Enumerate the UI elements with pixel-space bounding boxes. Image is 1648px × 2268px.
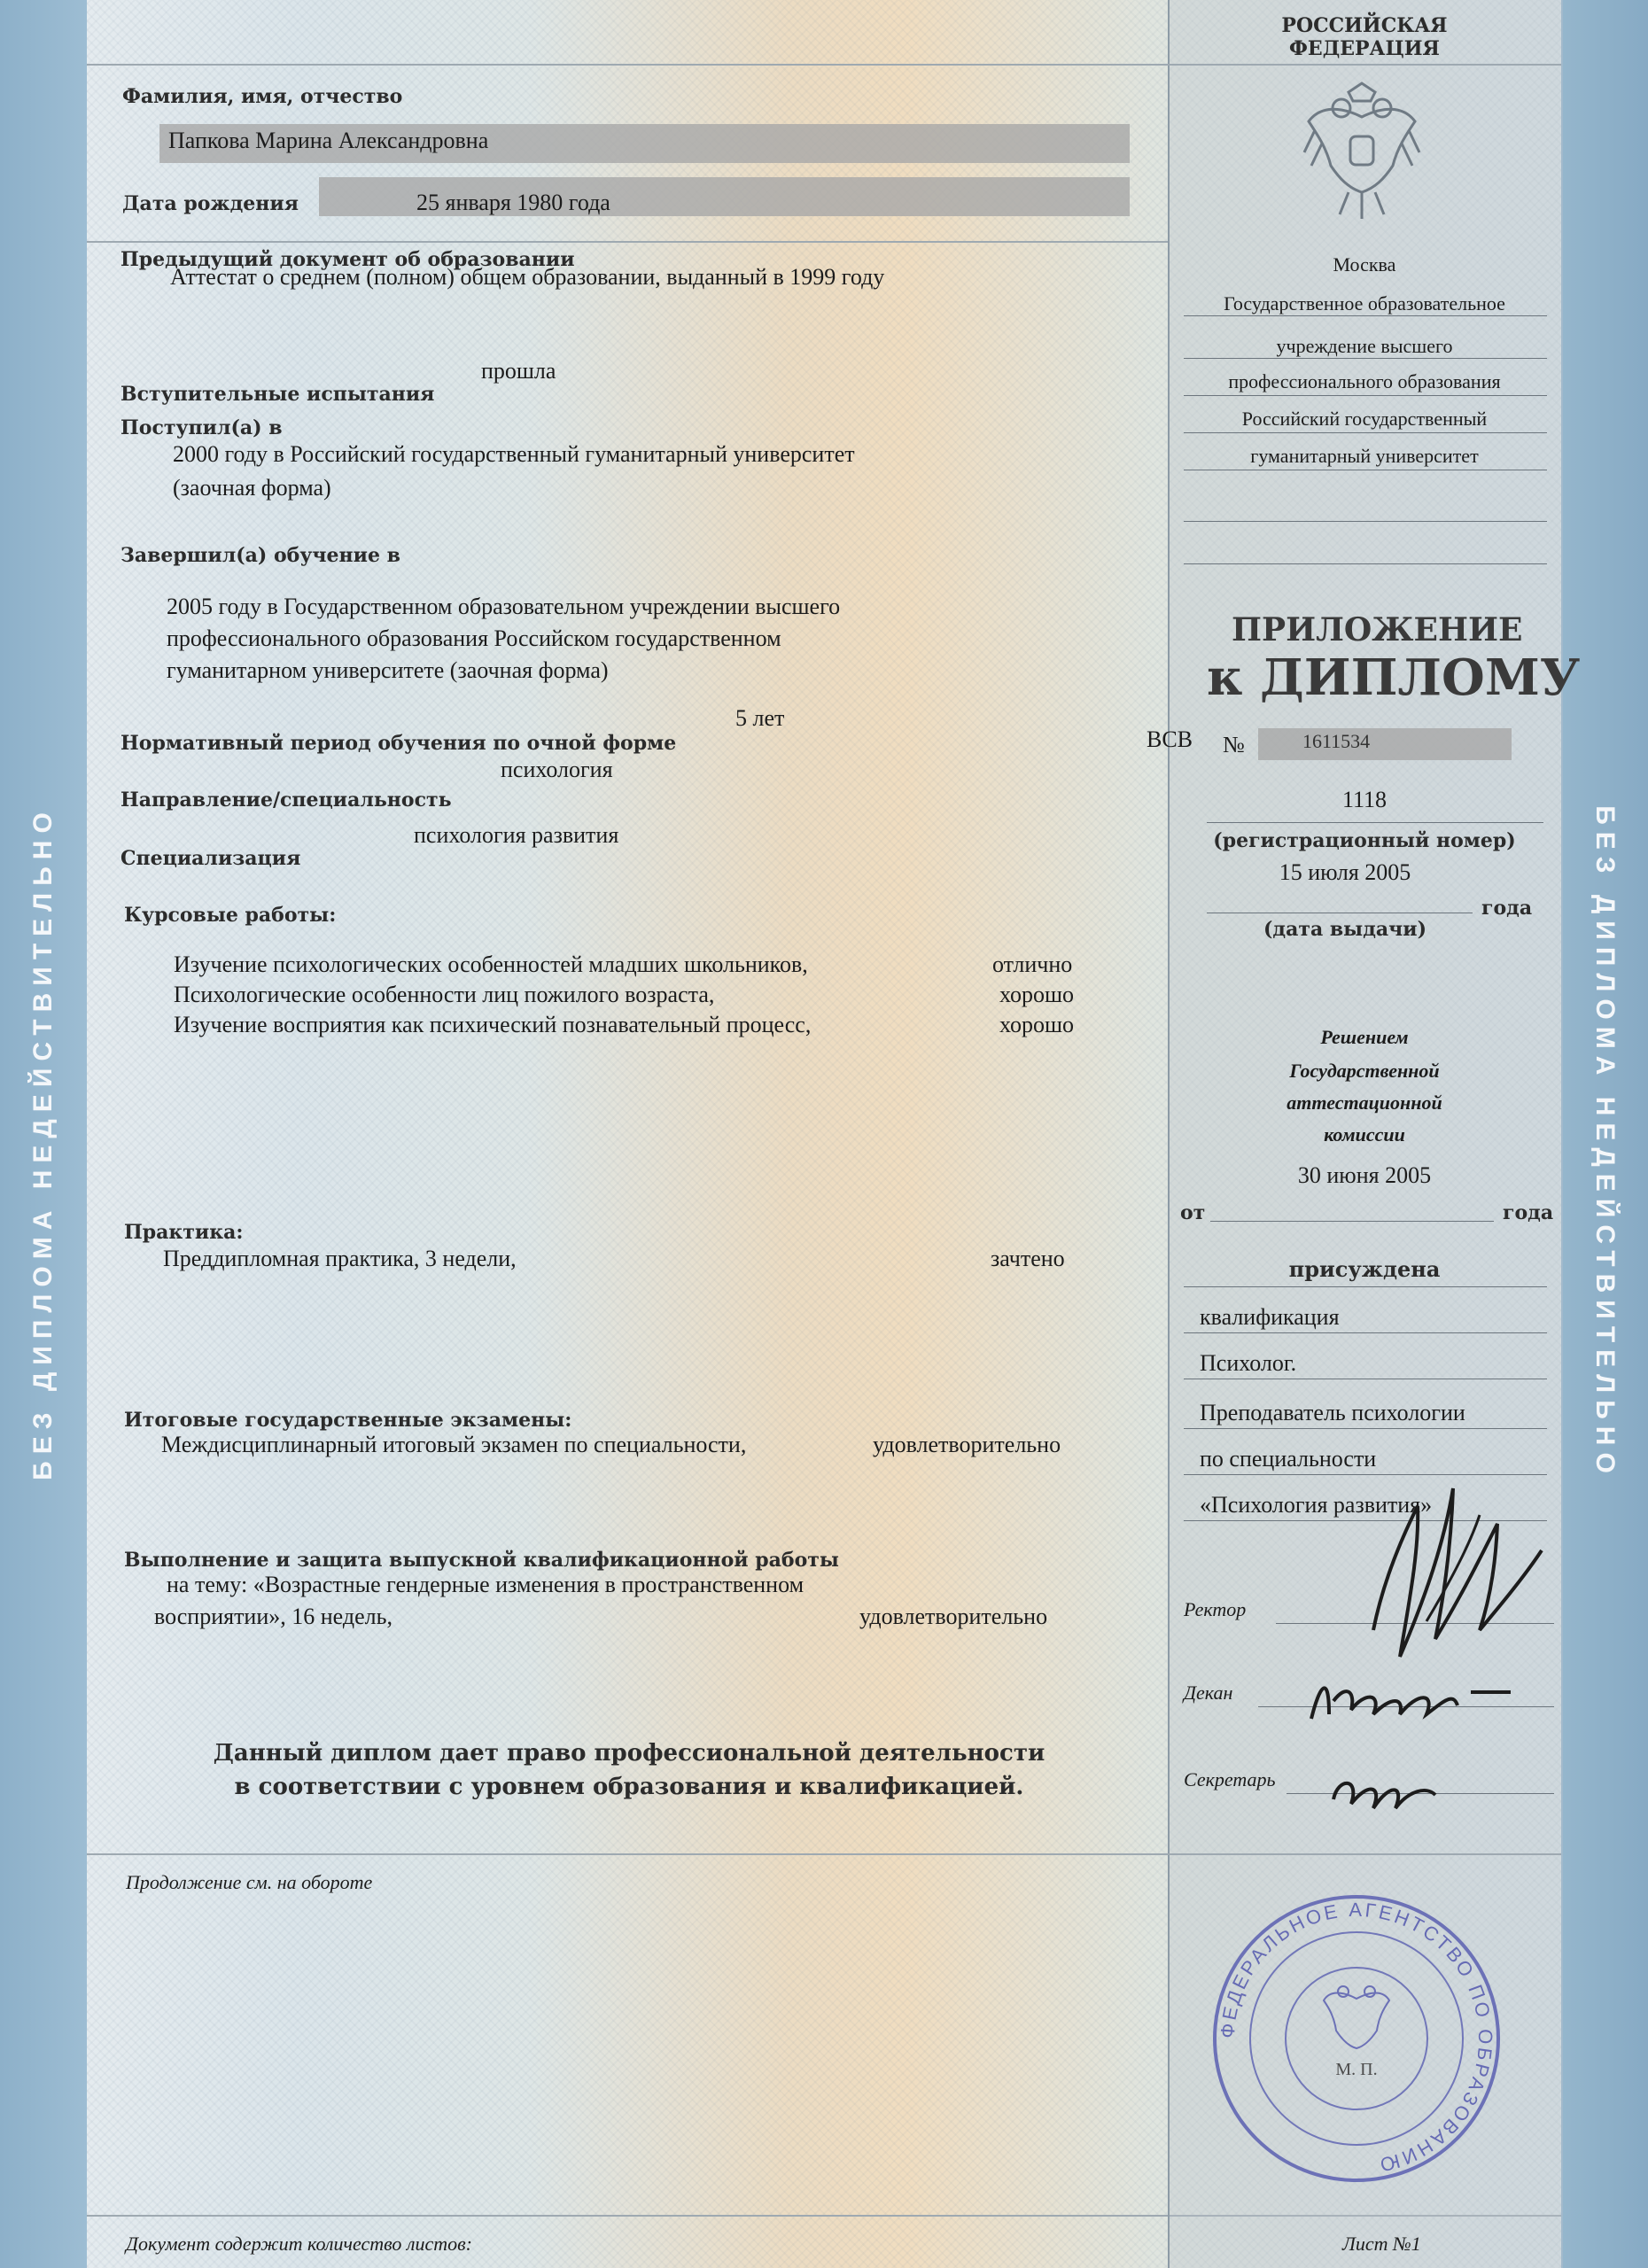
org-line: Государственное образовательное bbox=[1224, 292, 1505, 315]
stamp-mp: М. П. bbox=[1335, 2060, 1378, 2079]
diploma-number: 1611534 bbox=[1302, 730, 1371, 752]
rector-label: Ректор bbox=[1184, 1598, 1247, 1620]
direction-label: Направление/специальность bbox=[120, 788, 452, 812]
org-line: гуманитарный университет bbox=[1250, 445, 1479, 467]
exams-item: Междисциплинарный итоговый экзамен по специальности, bbox=[161, 1432, 747, 1457]
rector-signature bbox=[1347, 1453, 1559, 1683]
coursework-label: Курсовые работы: bbox=[124, 904, 337, 927]
finished-value: профессионального образования Российском государственном bbox=[167, 625, 781, 651]
practice-grade: зачтено bbox=[991, 1246, 1065, 1271]
divider bbox=[87, 241, 1168, 243]
coat-of-arms-icon bbox=[1295, 82, 1428, 223]
divider bbox=[1184, 395, 1547, 396]
enrolled-label: Поступил(а) в bbox=[120, 416, 283, 439]
secretary-signature bbox=[1320, 1759, 1444, 1821]
city: Москва bbox=[1333, 253, 1396, 276]
thesis-grade: удовлетворительно bbox=[859, 1604, 1048, 1629]
coursework-item: Психологические особенности лиц пожилого возраста, bbox=[174, 982, 715, 1007]
thesis-topic: на тему: «Возрастные гендерные изменения в пространственном bbox=[167, 1572, 805, 1597]
dean-label: Декан bbox=[1184, 1682, 1233, 1704]
exams-label: Итоговые государственные экзамены: bbox=[124, 1409, 572, 1432]
coursework-item: Изучение восприятия как психический познавательный процесс, bbox=[174, 1012, 812, 1037]
divider bbox=[1184, 563, 1547, 564]
right-security-rail bbox=[1561, 0, 1648, 2268]
coursework-grade: отлично bbox=[992, 951, 1073, 977]
diploma-series: ВСВ bbox=[1147, 726, 1193, 752]
prev-doc-label: Предыдущий документ об образовании bbox=[120, 248, 575, 271]
registration-label: (регистрационный номер) bbox=[1213, 829, 1516, 852]
divider bbox=[1184, 432, 1547, 433]
rights-line: в соответствии с уровнем образования и квалификацией. bbox=[234, 1774, 1024, 1800]
exams-grade: удовлетворительно bbox=[873, 1432, 1061, 1457]
from-word: от bbox=[1180, 1201, 1206, 1224]
birth-label: Дата рождения bbox=[122, 192, 299, 215]
org-line: Российский государственный bbox=[1241, 408, 1488, 430]
right-rail-text: БЕЗ ДИПЛОМА НЕДЕЙСТВИТЕЛЬНО bbox=[1590, 805, 1620, 1480]
divider bbox=[1184, 1332, 1547, 1333]
qualification-value: Психолог. bbox=[1200, 1350, 1297, 1376]
finished-value: 2005 году в Государственном образовательном учреждении высшего bbox=[167, 594, 841, 619]
commission-decision: Государственной bbox=[1289, 1060, 1440, 1082]
redaction-bar bbox=[1258, 728, 1512, 760]
number-sign: № bbox=[1223, 732, 1245, 757]
year-word: года bbox=[1481, 897, 1533, 920]
enrolled-value: (заочная форма) bbox=[173, 475, 331, 501]
registration-number: 1118 bbox=[1341, 787, 1388, 812]
finished-value: гуманитарном университете (заочная форма) bbox=[167, 657, 609, 683]
year-word: года bbox=[1503, 1201, 1554, 1224]
birth-value: 25 января 1980 года bbox=[416, 190, 610, 215]
sheet-number: Лист №1 bbox=[1342, 2233, 1421, 2255]
fio-label: Фамилия, имя, отчество bbox=[122, 85, 403, 108]
entrance-value: прошла bbox=[481, 358, 556, 384]
practice-item: Преддипломная практика, 3 недели, bbox=[163, 1246, 517, 1271]
fio-value: Папкова Марина Александровна bbox=[168, 128, 489, 153]
country-name: РОССИЙСКАЯ bbox=[1281, 14, 1448, 37]
divider bbox=[1184, 1428, 1547, 1429]
official-stamp bbox=[1210, 1892, 1503, 2185]
supplement-title: к ДИПЛОМУ bbox=[1207, 649, 1581, 707]
rights-line: Данный диплом дает право профессиональной деятельности bbox=[213, 1740, 1046, 1767]
secretary-label: Секретарь bbox=[1184, 1768, 1276, 1790]
country-name: ФЕДЕРАЦИЯ bbox=[1289, 37, 1440, 60]
continued-note: Продолжение см. на обороте bbox=[126, 1871, 373, 1893]
direction-value: психология bbox=[501, 757, 613, 782]
issue-date: 15 июля 2005 bbox=[1279, 859, 1411, 885]
qualification-label: квалификация bbox=[1200, 1304, 1340, 1330]
practice-label: Практика: bbox=[124, 1221, 244, 1244]
org-line: учреждение высшего bbox=[1276, 335, 1453, 357]
divider bbox=[1207, 822, 1543, 823]
supplement-title: ПРИЛОЖЕНИЕ bbox=[1232, 611, 1523, 649]
divider bbox=[1168, 64, 1561, 66]
issue-date-label: (дата выдачи) bbox=[1263, 918, 1426, 941]
period-value: 5 лет bbox=[735, 705, 785, 731]
stamp-text: ФЕДЕРАЛЬНОЕ АГЕНТСТВО ПО ОБРАЗОВАНИЮ bbox=[1216, 1898, 1497, 2178]
decision-date: 30 июня 2005 bbox=[1297, 1162, 1432, 1188]
commission-decision: комиссии bbox=[1324, 1123, 1405, 1146]
thesis-label: Выполнение и защита выпускной квалификационной работы bbox=[124, 1549, 839, 1572]
commission-decision: аттестационной bbox=[1287, 1091, 1442, 1114]
awarded-label: присуждена bbox=[1288, 1256, 1441, 1282]
divider bbox=[1184, 1286, 1547, 1287]
finished-label: Завершил(а) обучение в bbox=[120, 544, 400, 567]
sheets-count-label: Документ содержит количество листов: bbox=[126, 2233, 473, 2255]
svg-text:ФЕДЕРАЛЬНОЕ АГЕНТСТВО ПО ОБРАЗ bbox=[1217, 1899, 1496, 2177]
divider bbox=[87, 1853, 1168, 1855]
divider bbox=[1184, 315, 1547, 316]
specialization-value: психология развития bbox=[414, 822, 619, 848]
divider bbox=[1184, 521, 1547, 522]
period-label: Нормативный период обучения по очной форме bbox=[120, 732, 677, 755]
dean-signature bbox=[1302, 1666, 1524, 1736]
org-line: профессионального образования bbox=[1228, 370, 1501, 392]
left-security-rail bbox=[0, 0, 87, 2268]
enrolled-value: 2000 году в Российский государственный гуманитарный университет bbox=[173, 441, 855, 467]
divider bbox=[1210, 1221, 1494, 1222]
specialization-label: Специализация bbox=[120, 847, 301, 870]
coursework-grade: хорошо bbox=[999, 1012, 1075, 1037]
divider bbox=[1184, 358, 1547, 359]
left-rail-text: БЕЗ ДИПЛОМА НЕДЕЙСТВИТЕЛЬНО bbox=[28, 805, 58, 1480]
thesis-topic: восприятии», 16 недель, bbox=[154, 1604, 393, 1629]
coursework-grade: хорошо bbox=[999, 982, 1075, 1007]
entrance-label: Вступительные испытания bbox=[120, 383, 435, 406]
qualification-value: «Психология развития» bbox=[1200, 1492, 1433, 1518]
commission-decision: Решением bbox=[1320, 1026, 1409, 1048]
qualification-value: Преподаватель психологии bbox=[1200, 1400, 1465, 1425]
coursework-item: Изучение психологических особенностей младших школьников, bbox=[174, 951, 808, 977]
divider bbox=[1168, 1853, 1561, 1855]
prev-doc-value: Аттестат о среднем (полном) общем образовании, выданный в 1999 году bbox=[170, 264, 885, 290]
divider bbox=[87, 64, 1168, 66]
qualification-value: по специальности bbox=[1200, 1446, 1377, 1472]
